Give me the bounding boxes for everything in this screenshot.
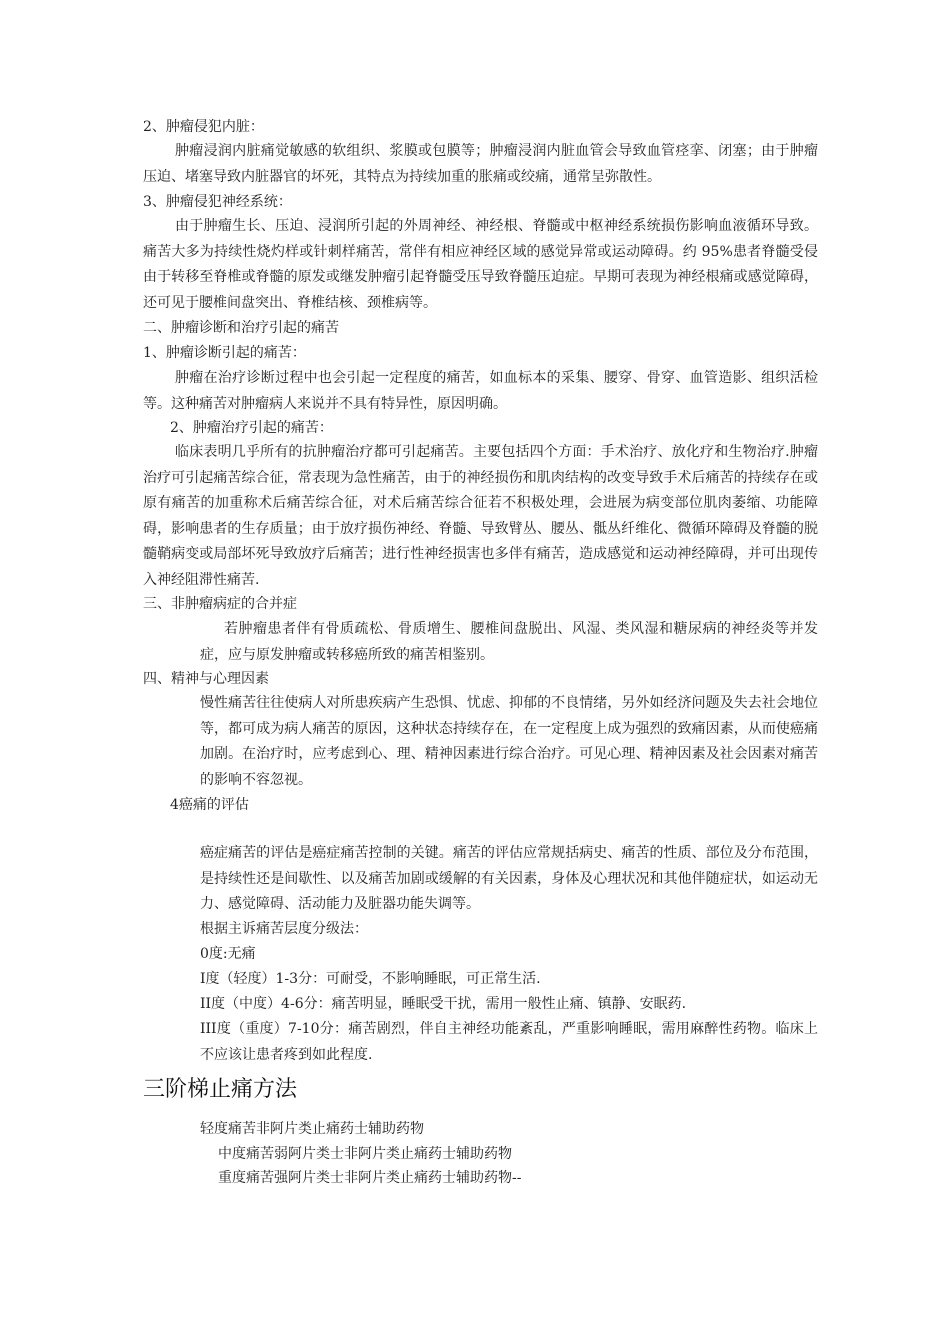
heading-diagnosis-pain: 1、肿瘤诊断引起的痛苦：: [143, 345, 306, 361]
paragraph-psychological: 慢性痛苦往往使病人对所患疾病产生恐惧、忧虑、抑郁的不良情绪，另外如经济问题及失去社会地位等，都可成为病人痛苦的原因，这种状态持续存在，在一定程度上成为强烈的致痛因素，从而使癌痛加剧。在治疗时，应考虑到心、理、精神因素进行综合治疗。可见心理、精神因素及社会因素对痛苦的影响不容忽视。: [200, 695, 818, 788]
paragraph-complications: 若肿瘤患者伴有骨质疏松、骨质增生、腰椎间盘脱出、风湿、类风湿和糖尿病的神经炎等并发症，应与原发肿瘤或转移癌所致的痛苦相鉴别。: [200, 621, 818, 663]
ladder-step-moderate: 中度痛苦弱阿片类士非阿片类止痛药士辅助药物: [218, 1146, 512, 1162]
section-title-complications: 三、非肿瘤病症的合并症: [143, 596, 297, 612]
paragraph-pain-assessment: 癌症痛苦的评估是癌症痛苦控制的关键。痛苦的评估应常规括病史、痛苦的性质、部位及分布范围，是持续性还是间歇性、以及痛苦加剧或缓解的有关因素，身体及心理状况和其他伴随症状，如运动无力、感觉障碍、活动能力及脏器功能失调等。: [200, 845, 818, 912]
grade-0: 0度:无痛: [200, 946, 256, 962]
paragraph-nerve-invasion: 由于肿瘤生长、压迫、浸润所引起的外周神经、神经根、脊髓或中枢神经系统损伤影响血液循环导致。痛苦大多为持续性烧灼样或针刺样痛苦，常伴有相应神经区域的感觉异常或运动障碍。约 95%患者脊髓受侵由于转移至脊椎或脊髓的原发或继发肿瘤引起脊髓受压导致脊髓压迫症。早期可表现为神经根痛或感觉障碍，还可见于腰椎间盘突出、脊椎结核、颈椎病等。: [143, 218, 818, 311]
section-title-three-step-ladder: 三阶梯止痛方法: [143, 1077, 298, 1102]
grading-title: 根据主诉痛苦层度分级法：: [200, 921, 368, 937]
grade-2: II度（中度）4-6分：痛苦明显，睡眠受干扰，需用一般性止痛、镇静、安眠药.: [200, 996, 687, 1012]
section-title-diagnosis-treatment: 二、肿瘤诊断和治疗引起的痛苦: [143, 320, 339, 336]
grade-3: III度（重度）7-10分：痛苦剧烈，伴自主神经功能紊乱，严重影响睡眠，需用麻醉性药物。临床上不应该让患者疼到如此程度.: [200, 1021, 818, 1063]
paragraph-diagnosis-pain: 肿瘤在治疗诊断过程中也会引起一定程度的痛苦，如血标本的采集、腰穿、骨穿、血管造影、组织活检等。这种痛苦对肿瘤病人来说并不具有特异性，原因明确。: [143, 370, 818, 412]
ladder-step-mild: 轻度痛苦非阿片类止痛药士辅助药物: [200, 1121, 424, 1137]
heading-visceral-invasion: 2、肿瘤侵犯内脏：: [143, 119, 264, 135]
heading-nerve-invasion: 3、肿瘤侵犯神经系统：: [143, 194, 292, 210]
grade-1: I度（轻度）1-3分：可耐受，不影响睡眠，可正常生活.: [200, 971, 541, 987]
paragraph-visceral-invasion: 肿瘤浸润内脏痛觉敏感的软组织、浆膜或包膜等；肿瘤浸润内脏血管会导致血管痉挛、闭塞；由于肿瘤压迫、堵塞导致内脏器官的坏死，其特点为持续加重的胀痛或绞痛，通常呈弥散性。: [143, 143, 818, 185]
paragraph-treatment-pain: 临床表明几乎所有的抗肿瘤治疗都可引起痛苦。主要包括四个方面：手术治疗、放化疗和生物治疗.肿瘤治疗可引起痛苦综合征，常表现为急性痛苦，由于的神经损伤和肌肉结构的改变导致手术后痛苦的持续存在或原有痛苦的加重称术后痛苦综合征，对术后痛苦综合征若不积极处理，会进展为病变部位肌肉萎缩、功能障碍，影响患者的生存质量；由于放疗损伤神经、脊髓、导致臂丛、腰丛、骶丛纤维化、微循环障碍及脊髓的脱髓鞘病变或局部坏死导致放疗后痛苦；进行性神经损害也多伴有痛苦，造成感觉和运动神经障碍，并可出现传入神经阻滞性痛苦.: [143, 444, 818, 588]
section-title-psychological: 四、精神与心理因素: [143, 671, 269, 687]
heading-pain-assessment: 4癌痛的评估: [170, 797, 249, 813]
ladder-step-severe: 重度痛苦强阿片类士非阿片类止痛药士辅助药物--: [218, 1170, 522, 1186]
heading-treatment-pain: 2、肿瘤治疗引起的痛苦：: [170, 420, 333, 436]
